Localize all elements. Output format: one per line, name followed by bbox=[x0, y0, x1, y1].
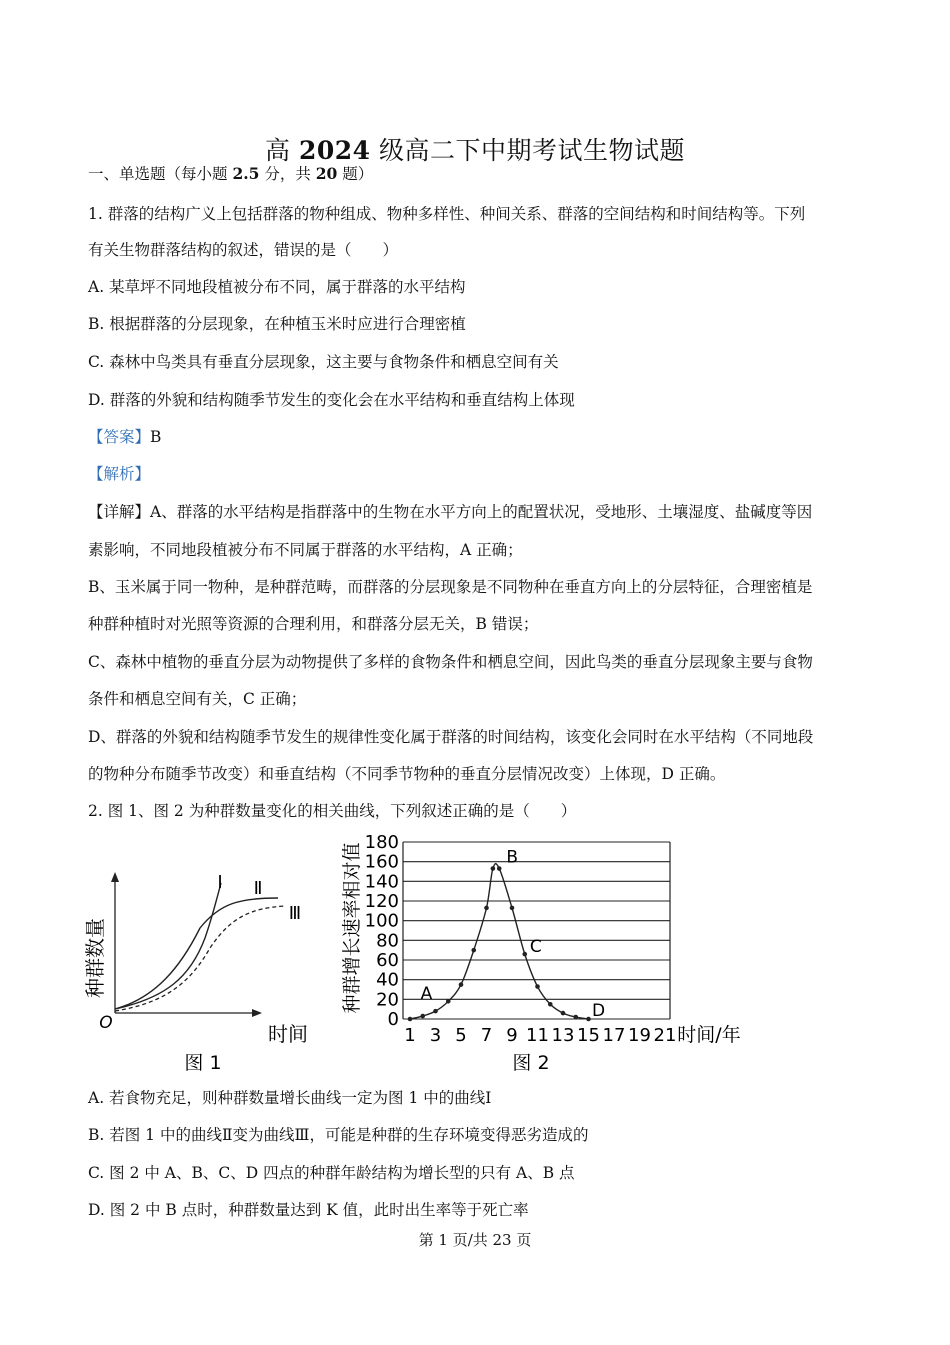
detail-label: 【详解】 bbox=[88, 503, 151, 521]
fig2-xtick-label: 1 bbox=[404, 1025, 416, 1046]
q1-answer bbox=[88, 427, 878, 447]
fig2-data-point bbox=[573, 1015, 578, 1020]
q1-stem-line2: 有关生物群落结构的叙述，错误的是（ ） bbox=[88, 241, 399, 259]
fig2-data-point bbox=[561, 1011, 566, 1016]
fig2-data-point bbox=[535, 984, 540, 989]
fig2-data-point bbox=[433, 1009, 438, 1014]
q1-detail-line3: B、玉米属于同一物种，是种群范畴，而群落的分层现象是不同物种在垂直方向上的分层特征，合理密植是 bbox=[88, 578, 813, 596]
page-title: 高 2024 级高二下中期考试生物试题 bbox=[265, 135, 685, 165]
fig1-curve-1 bbox=[115, 883, 221, 1009]
q1-option-b: B. 根据群落的分层现象，在种植玉米时应进行合理密植 bbox=[88, 315, 466, 333]
fig1-caption: 图 1 bbox=[184, 1052, 222, 1074]
q2-figures bbox=[80, 828, 760, 1078]
fig2-data-point bbox=[548, 1002, 553, 1007]
q1-detail-line7: D、群落的外貌和结构随季节发生的规律性变化属于群落的时间结构，该变化会同时在水平结构（不同地段 bbox=[88, 728, 814, 746]
fig2-ytick-label: 0 bbox=[387, 1009, 399, 1030]
answer-value: B bbox=[150, 428, 162, 446]
q1-detail-line1: 【详解】A、群落的水平结构是指群落中的生物在水平方向上的配置状况，受地形、土壤湿度、盐碱度等因 bbox=[88, 503, 813, 521]
fig2-ytick-label: 100 bbox=[364, 910, 399, 932]
q1-stem-line1: 1. 群落的结构广义上包括群落的物种组成、物种多样性、种间关系、群落的空间结构和时间结构等。下列 bbox=[88, 205, 806, 223]
q1-detail-line8: 的物种分布随季节改变）和垂直结构（不同季节物种的垂直分层情况改变）上体现，D 正确。 bbox=[88, 765, 726, 783]
fig2-data-point bbox=[420, 1014, 425, 1019]
fig2-data-point bbox=[471, 948, 476, 953]
fig2-xtick-label: 9 bbox=[506, 1025, 518, 1046]
q2-option-b: B. 若图 1 中的曲线Ⅱ变为曲线Ⅲ，可能是种群的生存环境变得恶劣造成的 bbox=[88, 1126, 589, 1144]
fig2-data-point bbox=[510, 906, 515, 911]
q1-detail-line2: 素影响，不同地段植被分布不同属于群落的水平结构，A 正确； bbox=[88, 541, 523, 559]
figure-2 bbox=[341, 832, 741, 1074]
fig2-ytick-label: 40 bbox=[376, 969, 399, 991]
fig2-xtick-label: 15 bbox=[577, 1025, 600, 1046]
fig1-curve-label-3: Ⅲ bbox=[288, 903, 302, 924]
fig2-xtick-label: 5 bbox=[455, 1025, 467, 1046]
fig2-data-point bbox=[586, 1017, 591, 1022]
analysis-label: 【解析】 bbox=[88, 465, 151, 483]
q2-option-d: D. 图 2 中 B 点时，种群数量达到 K 值，此时出生率等于死亡率 bbox=[88, 1201, 529, 1219]
q1-option-a: A. 某草坪不同地段植被分布不同，属于群落的水平结构 bbox=[88, 278, 466, 296]
q1-detail-line5: C、森林中植物的垂直分层为动物提供了多样的食物条件和栖息空间，因此鸟类的垂直分层现象主要与食物 bbox=[88, 653, 813, 671]
q1-detail-line4: 种群种植时对光照等资源的合理利用，和群落分层无关，B 错误； bbox=[88, 615, 539, 633]
answer-label: 【答案】 bbox=[88, 428, 151, 446]
fig2-ylabel: 种群增长速率相对值 bbox=[341, 842, 363, 1014]
fig2-data-point bbox=[446, 999, 451, 1004]
fig2-caption: 图 2 bbox=[512, 1052, 550, 1074]
fig1-curve-label-2: Ⅱ bbox=[253, 878, 263, 899]
fig2-xtick-label: 17 bbox=[602, 1025, 626, 1046]
fig2-ytick-label: 140 bbox=[364, 871, 399, 893]
fig2-point-label: A bbox=[420, 984, 433, 1005]
fig2-point-label: D bbox=[591, 1001, 606, 1021]
fig2-xtick-label: 3 bbox=[429, 1025, 442, 1046]
fig2-xtick-label: 11 bbox=[526, 1025, 549, 1046]
fig2-point-label: B bbox=[506, 847, 519, 868]
q1-detail-line6: 条件和栖息空间有关，C 正确； bbox=[88, 690, 307, 708]
fig2-data-point bbox=[459, 982, 464, 987]
q1-option-d: D. 群落的外貌和结构随季节发生的变化会在水平结构和垂直结构上体现 bbox=[88, 391, 575, 409]
section-heading: 一、单选题（每小题 2.5 分，共 20 题） bbox=[88, 164, 374, 183]
fig2-xtick-label: 21 bbox=[653, 1025, 677, 1046]
fig2-point-label: C bbox=[529, 937, 542, 958]
fig2-data-point bbox=[491, 866, 496, 871]
fig2-data-point bbox=[497, 866, 502, 871]
fig1-origin: O bbox=[99, 1013, 113, 1033]
q2-option-c: C. 图 2 中 A、B、C、D 四点的种群年龄结构为增长型的只有 A、B 点 bbox=[88, 1164, 575, 1182]
fig2-xtick-label: 13 bbox=[551, 1025, 575, 1046]
fig2-ytick-label: 20 bbox=[376, 989, 399, 1011]
fig2-ytick-label: 60 bbox=[376, 950, 399, 971]
q1-option-c: C. 森林中鸟类具有垂直分层现象，这主要与食物条件和栖息空间有关 bbox=[88, 353, 559, 371]
fig1-ylabel: 种群数量 bbox=[83, 918, 107, 998]
fig2-data-point bbox=[484, 906, 489, 911]
figure-1 bbox=[83, 872, 308, 1074]
fig2-ytick-label: 120 bbox=[364, 891, 399, 912]
fig2-xtick-label: 19 bbox=[628, 1025, 651, 1046]
fig1-curve-2 bbox=[115, 898, 278, 1009]
fig2-ytick-label: 160 bbox=[364, 851, 399, 873]
fig1-x-arrow bbox=[252, 1009, 262, 1017]
fig2-data-point bbox=[408, 1017, 413, 1022]
q2-option-a: A. 若食物充足，则种群数量增长曲线一定为图 1 中的曲线Ⅰ bbox=[88, 1089, 492, 1107]
page-footer: 第 1 页/共 23 页 bbox=[418, 1231, 532, 1249]
figures-svg bbox=[80, 828, 760, 1078]
fig1-curve-label-1: Ⅰ bbox=[217, 872, 223, 893]
fig2-data-point bbox=[522, 952, 527, 957]
q2-stem: 2. 图 1、图 2 为种群数量变化的相关曲线，下列叙述正确的是（ ） bbox=[88, 802, 577, 820]
fig1-y-arrow bbox=[111, 872, 119, 882]
fig2-xtick-label: 7 bbox=[480, 1025, 493, 1046]
fig1-curve-3 bbox=[115, 906, 285, 1011]
fig2-curve bbox=[410, 864, 589, 1019]
fig2-ytick-label: 180 bbox=[364, 832, 399, 853]
fig1-xlabel: 时间 bbox=[268, 1022, 308, 1046]
fig2-xlabel: 时间/年 bbox=[677, 1024, 741, 1046]
fig2-ytick-label: 80 bbox=[376, 930, 399, 952]
